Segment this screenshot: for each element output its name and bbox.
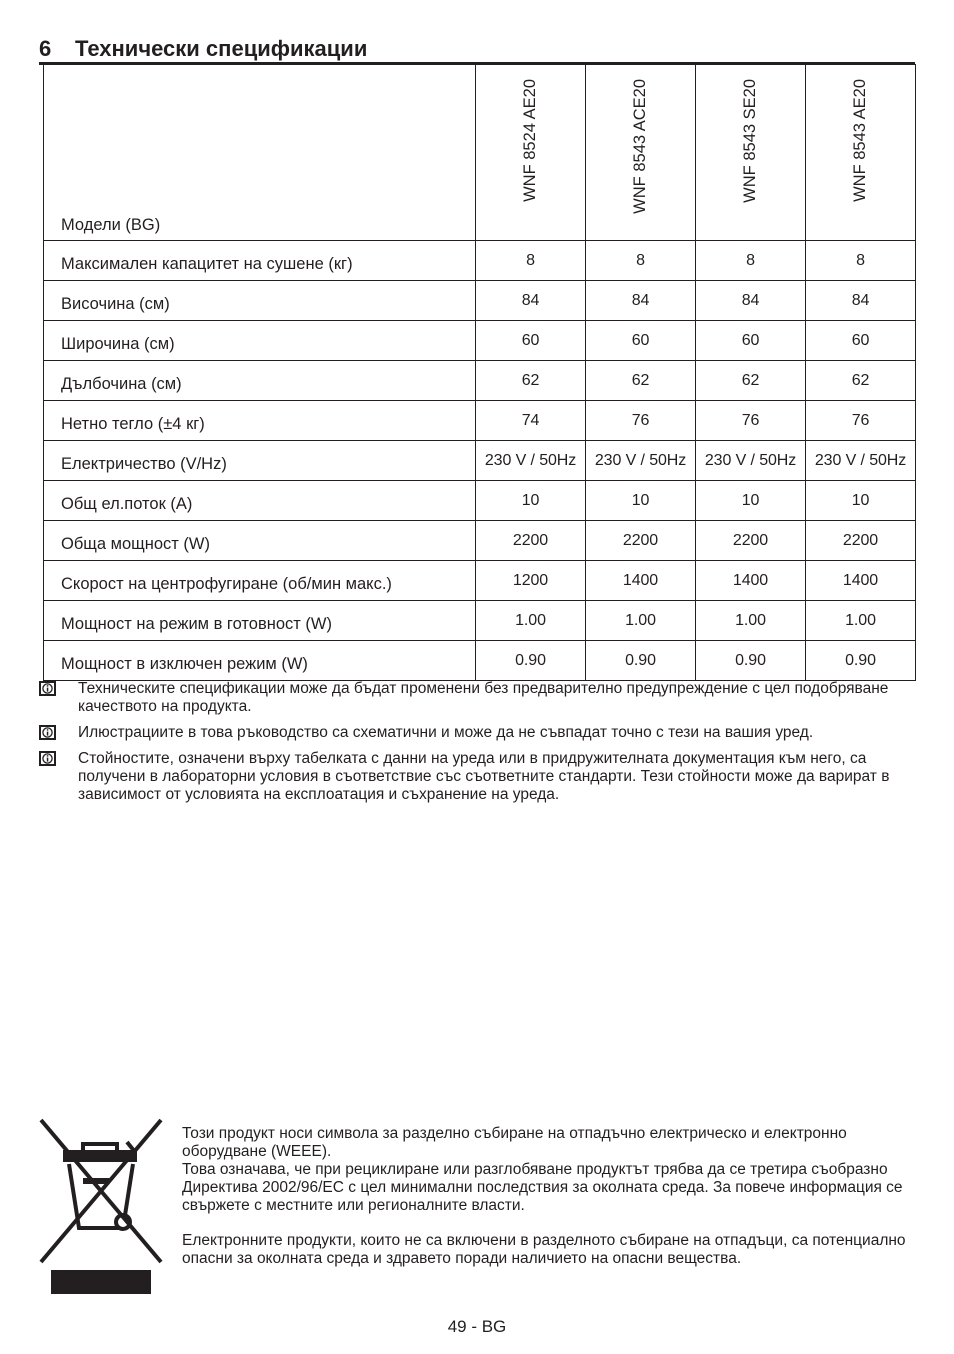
row-value: 60 xyxy=(476,321,586,361)
table-row xyxy=(44,401,916,441)
row-value: 0.90 xyxy=(586,641,696,681)
row-value: 0.90 xyxy=(696,641,806,681)
note-text: Илюстрациите в това ръководство са схематични и може да не съвпадат точно с тези на вашия уред. xyxy=(78,724,814,741)
section-number: 6 xyxy=(39,36,52,61)
weee-paragraph: Електронните продукти, които не са включени в разделното събиране на отпадъци, са потенциално опасни за околната среда и здравето поради наличието на опасни вещества. xyxy=(182,1232,906,1267)
info-note xyxy=(39,724,919,742)
row-value: 2200 xyxy=(806,521,916,561)
table-row xyxy=(44,521,916,561)
row-value: 10 xyxy=(586,481,696,521)
weee-text xyxy=(182,1125,912,1268)
page-number: 49 - BG xyxy=(447,1317,507,1336)
table-row xyxy=(44,561,916,601)
row-value: 230 V / 50Hz xyxy=(696,441,806,481)
table-row xyxy=(44,361,916,401)
row-value: 230 V / 50Hz xyxy=(476,441,586,481)
row-value: 76 xyxy=(586,401,696,441)
model-name: WNF 8543 ACE20 xyxy=(631,79,649,214)
info-note xyxy=(39,750,919,804)
specs-table xyxy=(43,64,916,681)
model-header xyxy=(586,65,696,241)
table-row xyxy=(44,641,916,681)
model-header xyxy=(476,65,586,241)
row-value: 60 xyxy=(696,321,806,361)
info-note xyxy=(39,680,919,716)
row-value: 1.00 xyxy=(476,601,586,641)
model-header xyxy=(696,65,806,241)
model-header xyxy=(806,65,916,241)
row-value: 74 xyxy=(476,401,586,441)
row-label: Обща мощност (W) xyxy=(44,521,476,561)
table-row xyxy=(44,241,916,281)
row-label: Мощност на режим в готовност (W) xyxy=(44,601,476,641)
row-value: 8 xyxy=(586,241,696,281)
section-title: Технически спецификации xyxy=(75,36,368,61)
row-value: 8 xyxy=(806,241,916,281)
row-value: 1200 xyxy=(476,561,586,601)
row-value: 1400 xyxy=(806,561,916,601)
row-value: 84 xyxy=(476,281,586,321)
row-label: Мощност в изключен режим (W) xyxy=(44,641,476,681)
row-value: 2200 xyxy=(476,521,586,561)
row-value: 0.90 xyxy=(476,641,586,681)
section-heading xyxy=(39,36,915,65)
row-label: Максимален капацитет на сушене (кг) xyxy=(44,241,476,281)
row-label: Широчина (см) xyxy=(44,321,476,361)
info-icon xyxy=(39,725,56,740)
row-label: Скорост на центрофугиране (об/мин макс.) xyxy=(44,561,476,601)
model-name: WNF 8543 AE20 xyxy=(851,79,869,202)
note-text: Стойностите, означени върху табелката с данни на уреда или в придружителната документация към него, са получени в лабораторни условия в съответствие със съответните стандарти. Тези стойности може да варират в зависимост от условията на експлоатация и съхранение на уреда. xyxy=(78,750,890,803)
table-row xyxy=(44,281,916,321)
row-value: 76 xyxy=(806,401,916,441)
row-label: Електричество (V/Hz) xyxy=(44,441,476,481)
model-name: WNF 8524 AE20 xyxy=(521,79,539,202)
row-label: Дълбочина (см) xyxy=(44,361,476,401)
row-value: 230 V / 50Hz xyxy=(586,441,696,481)
row-value: 2200 xyxy=(586,521,696,561)
row-value: 10 xyxy=(476,481,586,521)
row-value: 62 xyxy=(586,361,696,401)
row-value: 62 xyxy=(696,361,806,401)
info-icon xyxy=(39,681,56,696)
table-row xyxy=(44,601,916,641)
table-header-row xyxy=(44,65,916,241)
table-row xyxy=(44,481,916,521)
row-value: 0.90 xyxy=(806,641,916,681)
row-value: 60 xyxy=(806,321,916,361)
row-label: Общ ел.поток (A) xyxy=(44,481,476,521)
row-value: 8 xyxy=(696,241,806,281)
row-value: 1.00 xyxy=(586,601,696,641)
row-value: 8 xyxy=(476,241,586,281)
row-value: 1.00 xyxy=(696,601,806,641)
models-header-label: Модели (BG) xyxy=(44,65,476,241)
row-value: 62 xyxy=(806,361,916,401)
row-value: 1400 xyxy=(696,561,806,601)
row-label: Нетно тегло (±4 кг) xyxy=(44,401,476,441)
table-row xyxy=(44,441,916,481)
note-text: Техническите спецификации може да бъдат променени без предварително предупреждение с цел подобряване качеството на продукта. xyxy=(78,680,889,715)
row-value: 1400 xyxy=(586,561,696,601)
row-label: Височина (см) xyxy=(44,281,476,321)
row-value: 84 xyxy=(696,281,806,321)
row-value: 76 xyxy=(696,401,806,441)
weee-paragraph: Това означава, че при рециклиране или разглобяване продуктът трябва да се третира съобразно Директива 2002/96/ЕС с цел минимални последствия за околната среда. За повече информация се свържете с местните или регионалните власти. xyxy=(182,1161,903,1214)
row-value: 60 xyxy=(586,321,696,361)
crossed-out-wheelie-bin-icon xyxy=(39,1116,163,1298)
info-notes xyxy=(39,680,919,812)
row-value: 10 xyxy=(696,481,806,521)
table-row xyxy=(44,321,916,361)
row-value: 62 xyxy=(476,361,586,401)
row-value: 2200 xyxy=(696,521,806,561)
model-name: WNF 8543 SE20 xyxy=(741,79,759,203)
row-value: 10 xyxy=(806,481,916,521)
row-value: 84 xyxy=(586,281,696,321)
row-value: 84 xyxy=(806,281,916,321)
row-value: 230 V / 50Hz xyxy=(806,441,916,481)
row-value: 1.00 xyxy=(806,601,916,641)
info-icon xyxy=(39,751,56,766)
weee-paragraph: Този продукт носи символа за разделно събиране на отпадъчно електрическо и електронно оборудване (WEEE). xyxy=(182,1125,847,1160)
